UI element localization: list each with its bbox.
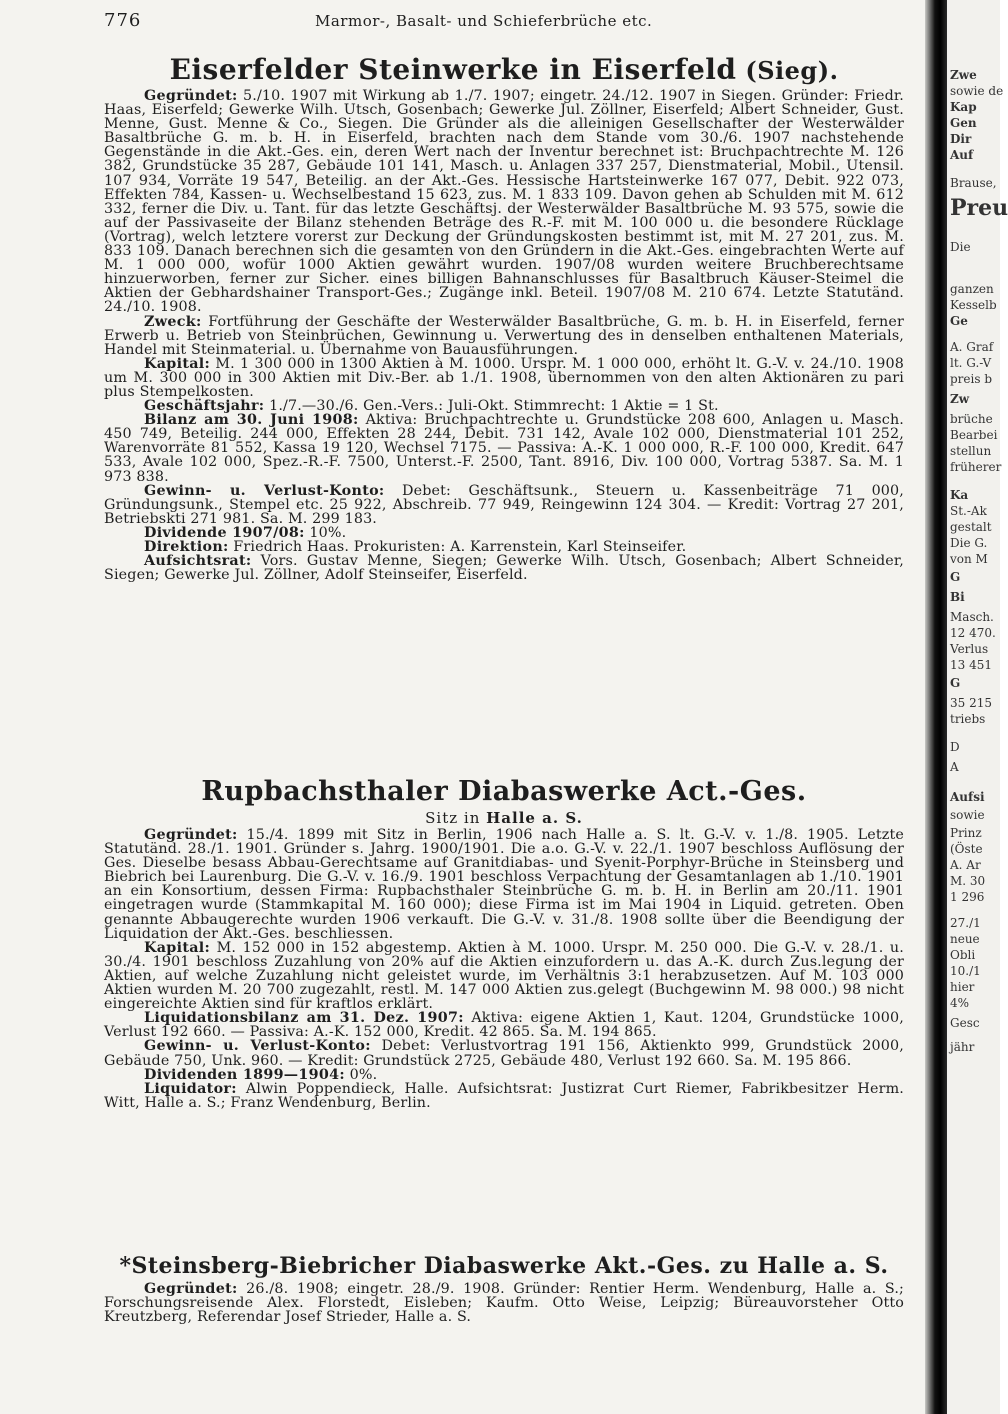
paragraph-label: Liquidationsbilanz am 31. Dez. 1907: bbox=[144, 1010, 464, 1027]
running-title: Marmor-, Basalt- und Schieferbrüche etc. bbox=[315, 12, 653, 30]
paragraph bbox=[104, 1039, 904, 1067]
facing-page-fragment: 4% bbox=[950, 996, 970, 1010]
facing-page-fragment: Brause, bbox=[950, 176, 997, 190]
facing-page-fragment: St.-Ak bbox=[950, 504, 987, 518]
paragraph-text: Fortführung der Geschäfte der Westerwälder Basaltbrüche, G. m. b. H. in Eiserfeld, ferner Erwerb u. Betrieb von Steinbrüchen, Gewinnung u. Verwertung des in denselben enthaltenen Materials, Handel mit Steinmaterial. u. Übernahme von Bauausführungen. bbox=[104, 313, 904, 358]
entry-title-main: Eiserfelder Steinwerke in Eiserfeld bbox=[169, 53, 737, 86]
paragraph-text: 26./8. 1908; eingetr. 28./9. 1908. Gründer: Rentier Herm. Wendenburg, Halle a. S.; Forschungsreisende Alex. Florstedt, Eisleben; Kaufm. Otto Weise, Leipzig; Büreauvorsteher Otto Kreutzberg, Referendar Josef Strieder, Halle a. S. bbox=[104, 1281, 904, 1326]
facing-page-fragment: preis b bbox=[950, 372, 993, 386]
facing-page-fragment: Zw bbox=[950, 392, 970, 406]
facing-page-fragment: 10./1 bbox=[950, 964, 981, 978]
facing-page-fragment: Auf bbox=[950, 148, 974, 162]
paragraph-text: 15./4. 1899 mit Sitz in Berlin, 1906 nach Halle a. S. lt. G.-V. v. 1./8. 1905. Letzte Statutänd. 28./1. 1901. Gründer s. Jahrg. 1900/1901. Die a.o. G.-V. v. 22./1. 1907 beschloss Auflösung der Ges. Dieselbe besass Abbau-Gerechtsame auf Granitdiabas- und Syenit-Porphyr-Brüche in Steinsberg und Biebrich bei Laurenburg. Die G.-V. v. 16./9. 1901 beschloss Verpachtung der Gesamtanlagen ab 1./10. 1901 an ein Konsortium, dessen Firma: Rupbachsthaler Steinbrüche G. m. b. H. in Berlin am 20./11. 1901 eingetragen wurde (Stammkapital M. 160 000); diese Firma ist im Mai 1904 in Liquid. getreten. Oben genannte Abbaugerechte wurden 1906 verkauft. Die G.-V. v. 31./8. 1908 sollte über die Beendigung der Liquidation der Akt.-Ges. beschliessen. bbox=[104, 827, 904, 942]
facing-page-fragment: Ka bbox=[950, 488, 969, 502]
entry-title bbox=[104, 52, 904, 89]
paragraph-text: M. 1 300 000 in 1300 Aktien à M. 1000. Urspr. M. 1 000 000, erhöht lt. G.-V. v. 24./10. 1908 um M. 300 000 in 300 Aktien mit Div.-Ber. ab 1./1. 1908, übernommen von den alten Aktionären zu pari plus Stempelkosten. bbox=[104, 355, 904, 400]
paragraph bbox=[104, 941, 904, 1011]
entry-title-main: *Steinsberg-Biebricher Diabaswerke Akt.-Ges. zu Halle a. S. bbox=[119, 1253, 889, 1279]
facing-page-fragment: Obli bbox=[950, 948, 976, 962]
facing-page-fragment: sowie bbox=[950, 808, 985, 822]
facing-page-fragment: Aufsi bbox=[950, 790, 985, 804]
facing-page-fragment: Masch. bbox=[950, 610, 994, 624]
paragraph-label: Gewinn- u. Verlust-Konto: bbox=[144, 1038, 371, 1055]
facing-page-fragment: 13 451 bbox=[950, 658, 992, 672]
facing-page-fragment: stellun bbox=[950, 444, 992, 458]
paragraph bbox=[104, 1082, 904, 1110]
paragraph-text: Friedrich Haas. Prokuristen: A. Karrenstein, Karl Steinseifer. bbox=[228, 539, 687, 555]
facing-page-fragment: Dir bbox=[950, 132, 972, 146]
paragraph-label: Dividende 1907/08: bbox=[144, 524, 305, 541]
paragraph bbox=[104, 413, 904, 483]
facing-page-fragment: Preu bbox=[950, 195, 1008, 221]
facing-page-fragment: A. Graf bbox=[950, 340, 994, 354]
paragraph-text: Debet: Geschäftsunk., Steuern u. Kassenbeiträge 71 000, Gründungsunk., Stempel etc. 25 922, Abschreib. 77 949, Reingewinn 124 304. — Kredit: Vortrag 27 201, Betriebskti 271 981. Sa. M. 299 183. bbox=[104, 482, 904, 527]
entry-body bbox=[104, 89, 904, 582]
paragraph bbox=[104, 399, 904, 413]
facing-page-fragment: Gesc bbox=[950, 1016, 980, 1030]
facing-page-fragment: Zwe bbox=[950, 68, 977, 82]
facing-page-fragment: (Öste bbox=[950, 842, 983, 856]
paragraph-text: Vors. Gustav Menne, Siegen; Gewerke Wilh. Utsch, Gosenbach; Albert Schneider, Siegen; Gewerke Jul. Zöllner, Adolf Steinseifer, Eiserfeld. bbox=[104, 553, 904, 584]
facing-page-fragment: 35 215 bbox=[950, 696, 992, 710]
facing-page-edge bbox=[947, 0, 1008, 1414]
paragraph bbox=[104, 828, 904, 941]
page-number: 776 bbox=[104, 10, 142, 31]
facing-page-fragment: neue bbox=[950, 932, 980, 946]
paragraph-text: 0%. bbox=[344, 1066, 378, 1083]
facing-page-fragment: lt. G.-V bbox=[950, 356, 992, 370]
paragraph-text: 5./10. 1907 mit Wirkung ab 1./7. 1907; eingetr. 24./12. 1907 in Siegen. Gründer: Friedr. Haas, Eiserfeld; Gewerke Wilh. Utsch, Gosenbach; Gewerke Jul. Zöllner, Eiserfeld; Albert Schneider, Gust. Menne, Gust. Menne & Co., Siegen. Die Gründer als die alleinigen Gesellschafter der Westerwälder Basaltbrüche G. m. b. H. in Eiserfeld, brachten nach dem Stande vom 30./6. 1907 nachstehende Gegenstände in die Akt.-Ges. ein, deren Wert nach der Inventur berechnet ist: Bruchpachtrechte M. 126 382, Grundstücke 35 287, Gebäude 101 141, Masch. u. Anlagen 337 257, Dienstmaterial, Mobil., Utensil. 107 934, Vorräte 19 547, Beteilig. an der Akt.-Ges. Hessische Hartsteinwerke 167 077, Debit. 922 073, Effekten 784, Kassen- u. Wechselbestand 15 623, zus. M. 1 833 109. Davon gehen ab Schulden mit M. 612 332, ferner die Div. u. Tant. für das letzte Geschäftsj. der Westerwälder Basaltbrüche M. 93 575, sowie die auf der Passivaseite der Bilanz stehenden Beträge des R.-F. mit M. 100 000 u. die besondere Rücklage (Vortrag), welch letztere vorerst zur Deckung der Gründungskosten bestimmt ist, mit M. 27 201, zus. M. 833 109. Danach berechnen sich die gesamten von den Gründern in die Akt.-Ges. eingebrachten Werte auf M. 1 000 000, wofür 1000 Aktien gewährt wurden. 1907/08 wurden weitere Bruchberechtsame hinzuerworben, ferner zur Sicher. eines billigen Bahnanschlusses für Basaltbruch Käuser-Steimel die Aktien der Gebhardshainer Transport-Ges.; Zugänge inkl. Beteil. 1907/08 M. 210 674. Letzte Statutänd. 24./10. 1908. bbox=[104, 88, 904, 316]
facing-page-fragment: G bbox=[950, 676, 961, 690]
paragraph-text: Debet: Verlustvortrag 191 156, Aktienkto 999, Grundstück 2000, Gebäude 750, Unk. 960. — Kredit: Grundstück 2725, Gebäude 480, Verlust 192 660. Sa. M. 195 866. bbox=[104, 1038, 904, 1069]
facing-page-fragment: sowie de bbox=[950, 84, 1004, 98]
facing-page-fragment: ganzen bbox=[950, 282, 994, 296]
paragraph-text: 1./7.—30./6. Gen.-Vers.: Juli-Okt. Stimmrecht: 1 Aktie = 1 St. bbox=[264, 398, 719, 415]
facing-page-fragment: gestalt bbox=[950, 520, 992, 534]
facing-page-fragment: Bi bbox=[950, 590, 965, 604]
paragraph-label: Bilanz am 30. Juni 1908: bbox=[144, 412, 359, 429]
book-gutter bbox=[925, 0, 947, 1414]
paragraph-label: Gewinn- u. Verlust-Konto: bbox=[144, 482, 385, 499]
facing-page-fragment: Verlus bbox=[950, 642, 989, 656]
paragraph bbox=[104, 526, 904, 540]
facing-page-fragment: D bbox=[950, 740, 960, 754]
entry-title bbox=[104, 1250, 904, 1282]
paragraph-label: Kapital: bbox=[144, 355, 211, 372]
subtitle-prefix: Sitz in bbox=[425, 809, 487, 827]
facing-page-fragment: A. Ar bbox=[950, 858, 981, 872]
paragraph-label: Kapital: bbox=[144, 939, 211, 956]
facing-page-fragment: A bbox=[950, 760, 959, 774]
facing-page-fragment: triebs bbox=[950, 712, 986, 726]
facing-page-fragment: 27./1 bbox=[950, 916, 981, 930]
paragraph-label: Direktion: bbox=[144, 539, 229, 555]
entry-subtitle bbox=[104, 808, 904, 828]
paragraph bbox=[104, 540, 904, 554]
facing-page-fragment: jähr bbox=[950, 1040, 975, 1054]
facing-page-fragment: Die bbox=[950, 240, 971, 254]
paragraph-label: Gegründet: bbox=[144, 827, 238, 843]
facing-page-fragment: brüche bbox=[950, 412, 993, 426]
facing-page-fragment: 12 470. bbox=[950, 626, 996, 640]
facing-page-fragment: Ge bbox=[950, 314, 968, 328]
facing-page-fragment: von M bbox=[950, 552, 988, 566]
entry-title-main: Rupbachsthaler Diabaswerke Act.-Ges. bbox=[201, 776, 807, 807]
facing-page-fragment: Gen bbox=[950, 116, 977, 130]
paragraph-label: Geschäftsjahr: bbox=[144, 398, 265, 415]
paragraph-label: Liquidator: bbox=[144, 1080, 237, 1097]
entry-title bbox=[104, 776, 904, 808]
facing-page-fragment: Kesselb bbox=[950, 298, 997, 312]
paragraph-label: Zweck: bbox=[144, 313, 202, 330]
paragraph-label: Gegründet: bbox=[144, 1281, 238, 1297]
entry-body bbox=[104, 1282, 904, 1324]
paragraph-text: 10%. bbox=[304, 524, 347, 541]
paragraph bbox=[104, 1011, 904, 1039]
facing-page-fragment: Die G. bbox=[950, 536, 988, 550]
facing-page-fragment: Bearbei bbox=[950, 428, 998, 442]
paragraph bbox=[104, 554, 904, 582]
paragraph-text: M. 152 000 in 152 abgestemp. Aktien à M. 1000. Urspr. M. 250 000. Die G.-V. v. 28./1. u. 30./4. 1901 beschloss Zuzahlung von 20% auf die Aktien einzufordern u. das A.-K. durch Zus.legung der Aktien, auf welche Zuzahlung nicht geleistet wurde, im Verhältnis 3:1 herabzusetzen. Auf M. 103 000 Aktien wurden M. 20 700 zugezahlt, restl. M. 147 000 Aktien zus.gelegt (Buchgewinn M. 98 000.) 98 nicht eingereichte Aktien sind für kraftlos erklärt. bbox=[104, 939, 904, 1013]
paragraph-label: Gegründet: bbox=[144, 88, 238, 104]
paragraph bbox=[104, 357, 904, 399]
paragraph-label: Aufsichtsrat: bbox=[144, 553, 252, 570]
facing-page-fragment: 1 296 bbox=[950, 890, 985, 904]
facing-page-fragment: G bbox=[950, 570, 961, 584]
paragraph-text: Aktiva: Bruchpachtrechte u. Grundstücke 208 600, Anlagen u. Masch. 450 749, Beteilig. 244 000, Effekten 28 244, Debit. 731 142, Avale 102 000, Dienstmaterial 101 252, Warenvorräte 81 552, Kassa 19 120, Wechsel 7175. — Passiva: A.-K. 1 000 000, R.-F. 100 000, Kredit. 647 533, Avale 102 000, Spez.-R.-F. 7500, Unterst.-F. 2500, Tant. 8916, Div. 100 000, Vortrag 5387. Sa. M. 1 973 838. bbox=[104, 412, 904, 485]
paragraph bbox=[104, 315, 904, 357]
facing-page-fragment: M. 30 bbox=[950, 874, 986, 888]
subtitle-place: Halle a. S. bbox=[486, 809, 583, 827]
entry-rupbachsthaler bbox=[104, 776, 904, 1110]
paragraph-text: Alwin Poppendieck, Halle. Aufsichtsrat: Justizrat Curt Riemer, Fabrikbesitzer Herm. Witt, Halle a. S.; Franz Wendenburg, Berlin. bbox=[104, 1080, 904, 1111]
facing-page-fragment: früherer bbox=[950, 460, 1002, 474]
facing-page-fragment: Prinz bbox=[950, 826, 982, 840]
paragraph bbox=[104, 89, 904, 315]
facing-page-fragment: hier bbox=[950, 980, 975, 994]
facing-page-fragment: Kap bbox=[950, 100, 977, 114]
entry-steinsberg-biebricher bbox=[104, 1250, 904, 1324]
paragraph bbox=[104, 484, 904, 526]
paragraph bbox=[104, 1068, 904, 1082]
entry-body bbox=[104, 828, 904, 1110]
paragraph-label: Dividenden 1899—1904: bbox=[144, 1066, 345, 1083]
paragraph bbox=[104, 1282, 904, 1324]
paragraph-text: Aktiva: eigene Aktien 1, Kaut. 1204, Grundstücke 1000, Verlust 192 660. — Passiva: A.-K. 152 000, Kredit. 42 865. Sa. M. 194 865. bbox=[104, 1010, 904, 1041]
entry-title-suffix: (Sieg). bbox=[736, 56, 839, 85]
entry-eiserfelder bbox=[104, 52, 904, 582]
